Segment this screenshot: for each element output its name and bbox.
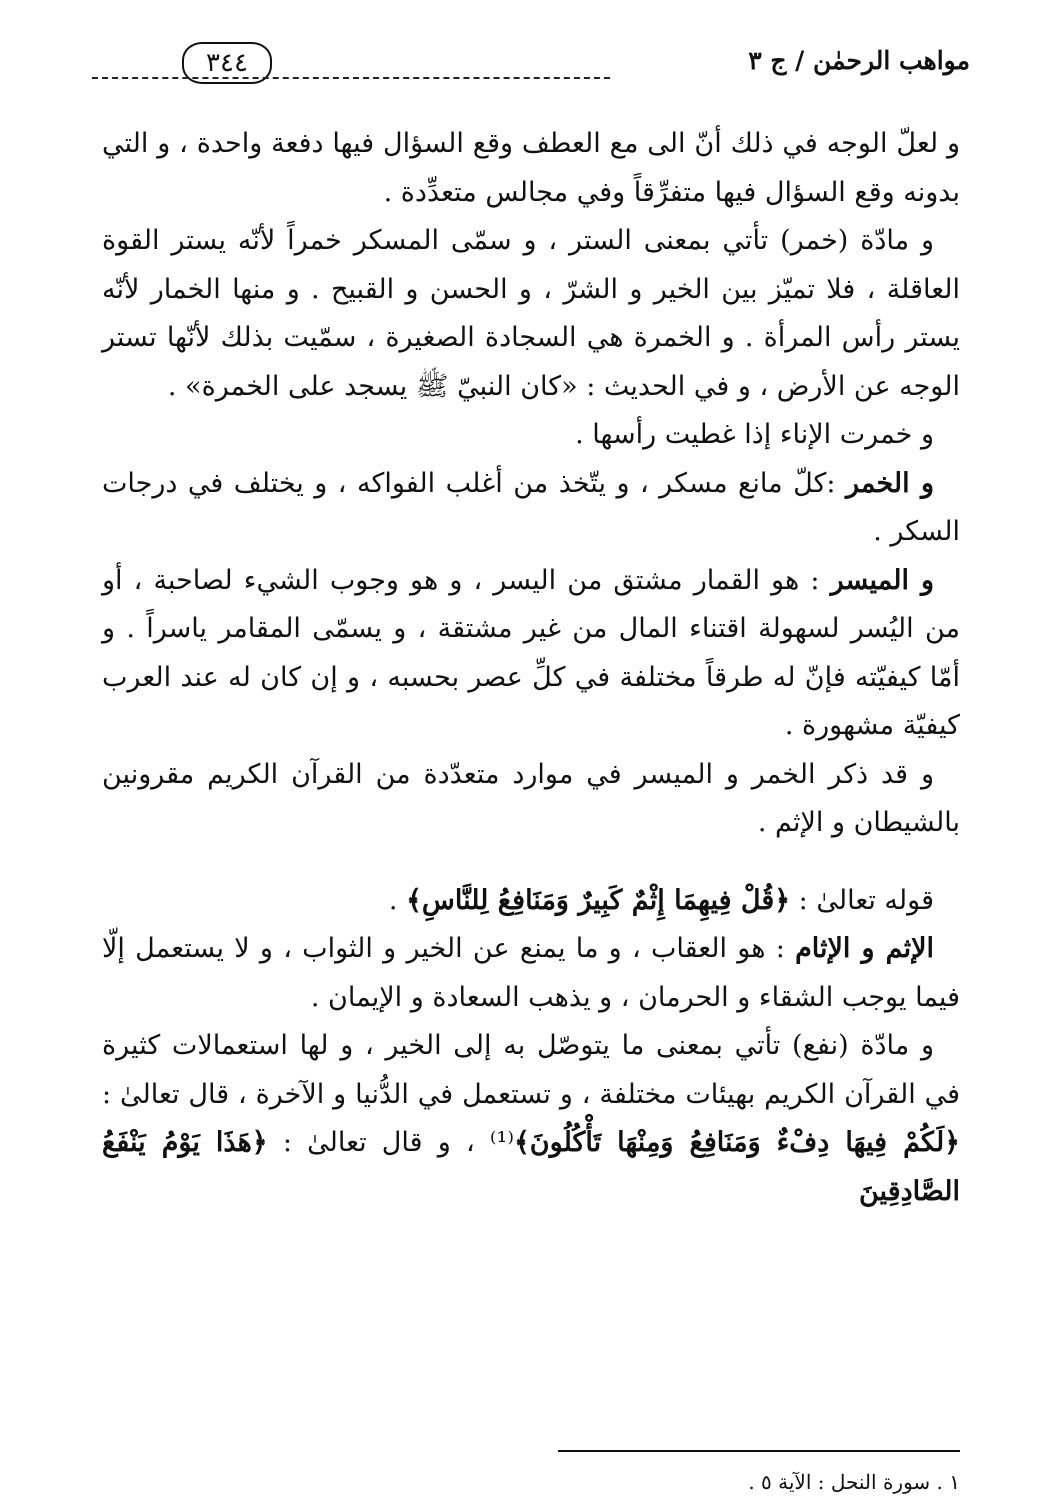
- term-maysir: و الميسر: [830, 564, 934, 596]
- page-body: [102, 120, 960, 1216]
- paragraph-7: قوله تعالىٰ : ﴿قُلْ فِيهِمَا إِثْمٌ كَبِيرٌ وَمَنَافِعُ لِلنَّاسِ﴾ .: [388, 884, 934, 916]
- book-title: مواهب الرحمٰن / ج ٣: [748, 46, 970, 75]
- paragraph-9: و مادّة (نفع) تأتي بمعنى ما يتوصّل به إلى الخير ، و لها استعمالات كثيرة في القرآن الكريم بهيئات مختلفة ، و تستعمل في الدُّنيا و الآخرة ، قال تعالىٰ : ﴿لَكُمْ فِيهَا دِفْءٌ وَمَنَافِعُ وَمِنْهَا تَأْكُلُونَ﴾⁽¹⁾ ، و قال تعالىٰ : ﴿هَذَا يَوْمُ يَنْفَعُ الصَّادِقِينَ: [102, 1030, 960, 1207]
- term-khamr: و الخمر: [845, 467, 934, 499]
- quran-verse: ﴿هَذَا يَوْمُ يَنْفَعُ الصَّادِقِينَ: [102, 1127, 960, 1207]
- quran-verse: ﴿لَكُمْ فِيهَا دِفْءٌ وَمَنَافِعُ وَمِنْهَا تَأْكُلُونَ﴾: [513, 1127, 960, 1158]
- header-rule: [92, 77, 610, 79]
- footnote: ١ . سورة النحل : الآية ٥ .: [748, 1470, 960, 1494]
- paragraph-5: و الميسر : هو القمار مشتق من اليسر ، و هو وجوب الشيء لصاحبة ، أو من اليُسر لسهولة اقتناء المال من غير مشتقة ، و يسمّى المقامر ياسراً . و أمّا كيفيّته فإنّ له طرقاً مختلفة في كلِّ عصر بحسبه ، و إن كان له عند العرب كيفيّة مشهورة .: [102, 564, 960, 741]
- page-header: [92, 40, 970, 90]
- term-ithm: الإثم و الإثام: [795, 933, 934, 964]
- paragraph-1: و لعلّ الوجه في ذلك أنّ الى مع العطف وقع السؤال فيها دفعة واحدة ، و التي بدونه وقع السؤال فيها متفرِّقاً وفي مجالس متعدِّدة .: [102, 128, 960, 208]
- quran-verse: ﴿قُلْ فِيهِمَا إِثْمٌ كَبِيرٌ وَمَنَافِعُ لِلنَّاسِ﴾: [406, 884, 791, 916]
- paragraph-4: و الخمر :كلّ مانع مسكر ، و يتّخذ من أغلب الفواكه ، و يختلف في درجات السكر .: [102, 467, 960, 547]
- paragraph-3: و خمرت الإناء إذا غطيت رأسها .: [575, 419, 934, 450]
- page-number: ٣٤٤: [182, 42, 272, 84]
- footnote-rule: [558, 1450, 960, 1452]
- paragraph-2: و مادّة (خمر) تأتي بمعنى الستر ، و سمّى المسكر خمراً لأنّه يستر القوة العاقلة ، فلا تميّز بين الخير و الشرّ ، و الحسن و القبيح . و منها الخمار لأنّه يستر رأس المرأة . و الخمرة هي السجادة الصغيرة ، سمّيت بذلك لأنّها تستر الوجه عن الأرض ، و في الحديث : «كان النبيّ ﷺ يسجد على الخمرة» .: [102, 225, 960, 402]
- paragraph-6: و قد ذكر الخمر و الميسر في موارد متعدّدة من القرآن الكريم مقرونين بالشيطان و الإثم .: [102, 758, 960, 838]
- paragraph-8: الإثم و الإثام : هو العقاب ، و ما يمنع عن الخير و الثواب ، و لا يستعمل إلّا فيما يوجب الشقاء و الحرمان ، و يذهب السعادة و الإيمان .: [102, 933, 960, 1013]
